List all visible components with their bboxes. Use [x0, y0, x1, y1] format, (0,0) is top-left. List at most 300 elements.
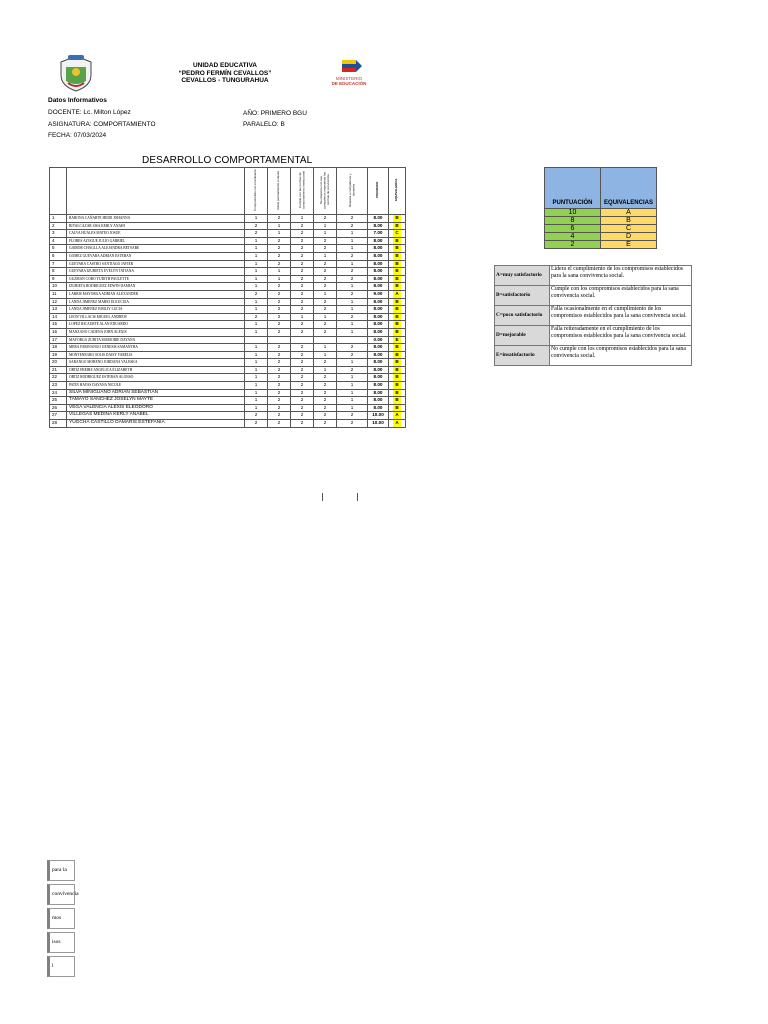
info-asignatura: ASIGNATURA: COMPORTAMIENTO	[48, 121, 156, 128]
criterion-score: 2	[337, 268, 368, 276]
criterion-score: 1	[245, 268, 268, 276]
criterion-score: 2	[268, 237, 291, 245]
equivalence-letter: B	[393, 390, 401, 397]
criterion-score: 2	[268, 313, 291, 321]
equivalence-row	[545, 217, 657, 225]
equivalence-row	[545, 241, 657, 249]
criterion-score: 2	[314, 215, 337, 223]
criterion-score: 1	[337, 382, 368, 390]
table-row	[50, 268, 406, 276]
equivalence-row	[545, 225, 657, 233]
criterion-score: 2	[245, 420, 268, 428]
table-row	[50, 359, 406, 367]
criterion-score: 1	[245, 237, 268, 245]
equivalence-cell	[389, 397, 406, 405]
average-score: 8.00	[368, 382, 389, 390]
student-name: LANDA JIMENEZ MARIO ELEUCUIA	[67, 298, 245, 306]
equivalence-letter: B	[393, 367, 401, 374]
equivalence-cell	[389, 222, 406, 230]
score-value: 10	[545, 209, 601, 217]
equivalence-table	[544, 167, 657, 249]
header-puntuacion: PUNTUACIÓN	[545, 168, 601, 209]
equivalence-letter: B	[393, 352, 401, 359]
criterion-score	[291, 336, 314, 344]
criterion-score: 1	[314, 351, 337, 359]
equivalence-letter: B	[393, 374, 401, 381]
average-score: 8.00	[368, 275, 389, 283]
criterion-score: 2	[268, 321, 291, 329]
equivalence-value: B	[601, 217, 657, 225]
description-row	[495, 326, 692, 346]
criterion-score: 2	[245, 222, 268, 230]
equivalence-letter: C	[393, 230, 401, 237]
criterion-score: 1	[337, 321, 368, 329]
table-row	[50, 313, 406, 321]
student-name: MERA FARINANGO GENESIS SAMANTHA	[67, 344, 245, 352]
row-number: 3	[50, 230, 67, 238]
equivalence-cell	[389, 313, 406, 321]
ministry-education-logo	[328, 58, 370, 90]
description-row	[495, 286, 692, 306]
criterion-score: 1	[314, 366, 337, 374]
criterion-score: 2	[337, 366, 368, 374]
table-row	[50, 351, 406, 359]
criterion-score: 2	[291, 298, 314, 306]
row-number: 2	[50, 222, 67, 230]
row-number: 14	[50, 313, 67, 321]
equivalence-cell	[389, 374, 406, 382]
info-fecha: FECHA: 07/03/2024	[48, 132, 107, 139]
criterion-score: 2	[291, 328, 314, 336]
criterion-score: 1	[337, 298, 368, 306]
criterion-score: 2	[245, 230, 268, 238]
table-title: DESARROLLO COMPORTAMENTAL	[142, 155, 313, 166]
student-name: GUZMAN CORO YUDITH PAULETTE	[67, 275, 245, 283]
criterion-score: 1	[245, 397, 268, 405]
equivalence-letter: B	[393, 382, 401, 389]
table-row	[50, 344, 406, 352]
criterion-score: 2	[245, 412, 268, 420]
row-number: 24	[50, 389, 67, 397]
criterion-score: 2	[314, 389, 337, 397]
header-criterion-1: Comprometido con el ambiente	[245, 168, 268, 215]
equivalence-letter: B	[393, 253, 401, 260]
criterion-score: 2	[245, 313, 268, 321]
average-score: 8.00	[368, 359, 389, 367]
score-value: 4	[545, 233, 601, 241]
row-number: 18	[50, 344, 67, 352]
criterion-score: 1	[245, 351, 268, 359]
average-score: 8.00	[368, 260, 389, 268]
header-equivalencias: EQUIVALENCIAS	[601, 168, 657, 209]
criterion-score: 1	[337, 260, 368, 268]
equivalence-cell	[389, 298, 406, 306]
equivalence-cell	[389, 252, 406, 260]
criterion-score: 1	[245, 275, 268, 283]
student-name: VILLEGAS MEDINA KERLY ANABEL	[67, 412, 245, 420]
criterion-score: 2	[268, 298, 291, 306]
descriptions-table	[494, 265, 692, 366]
row-number: 21	[50, 366, 67, 374]
criterion-score: 1	[245, 260, 268, 268]
criterion-score: 2	[291, 290, 314, 298]
row-number: 16	[50, 328, 67, 336]
equivalence-letter: B	[393, 276, 401, 283]
student-name: GUEVARA IZURIETA EVELYN TATIANA	[67, 268, 245, 276]
equivalence-value: D	[601, 233, 657, 241]
criterion-score: 2	[291, 389, 314, 397]
criterion-score: 1	[291, 313, 314, 321]
row-number: 9	[50, 275, 67, 283]
criterion-score: 1	[337, 359, 368, 367]
criterion-score: 2	[314, 420, 337, 428]
equivalence-letter: B	[393, 306, 401, 313]
student-name: ORTIZ RODRIGUEZ ESTEBAN ALONSO	[67, 374, 245, 382]
average-score: 8.00	[368, 237, 389, 245]
criterion-score: 2	[268, 420, 291, 428]
average-score: 10.00	[368, 412, 389, 420]
description-key: C=poco satisfactorio	[495, 306, 550, 326]
equivalence-letter: B	[393, 321, 401, 328]
equivalence-cell	[389, 215, 406, 223]
description-key: B=satisfactorio	[495, 286, 550, 306]
criterion-score: 1	[245, 404, 268, 412]
criterion-score: 2	[291, 245, 314, 253]
criterion-score: 1	[245, 359, 268, 367]
criterion-score: 2	[268, 328, 291, 336]
equivalence-cell	[389, 366, 406, 374]
average-score: 8.00	[368, 321, 389, 329]
criterion-score: 2	[291, 412, 314, 420]
criterion-score: 1	[337, 283, 368, 291]
criterion-score: 2	[291, 230, 314, 238]
average-score: 8.00	[368, 328, 389, 336]
table-row	[50, 412, 406, 420]
student-name: TAMAYO SANCHEZ JOSELYN MAYTE	[67, 397, 245, 405]
table-row	[50, 222, 406, 230]
student-name: SARANGO MORENO JORDANA VALESKA	[67, 359, 245, 367]
student-name: CALVA HUALES MATEO JOSUE	[67, 230, 245, 238]
average-score: 8.00	[368, 366, 389, 374]
info-docente: DOCENTE: Lc. Milton López	[48, 109, 131, 116]
criterion-score: 1	[337, 374, 368, 382]
criterion-score: 2	[337, 222, 368, 230]
row-number: 19	[50, 351, 67, 359]
school-name	[140, 62, 310, 85]
school-line-2: “PEDRO FERMÍN CEVALLOS”	[178, 69, 272, 77]
table-row	[50, 382, 406, 390]
description-row	[495, 266, 692, 286]
average-score: 8.00	[368, 306, 389, 314]
equivalence-cell	[389, 359, 406, 367]
criterion-score	[245, 336, 268, 344]
grades-table	[49, 167, 406, 428]
info-paralelo: PARALELO: B	[243, 121, 285, 128]
criterion-score	[314, 336, 337, 344]
criterion-score: 2	[291, 306, 314, 314]
equivalence-cell	[389, 336, 406, 344]
criterion-score: 1	[337, 404, 368, 412]
criterion-score	[337, 336, 368, 344]
criterion-score: 2	[291, 351, 314, 359]
description-text: Lidera el cumplimiento de los compromisos establecidos para la sana convivencia social.	[550, 266, 692, 286]
grades-header-row	[50, 168, 406, 215]
criterion-score: 1	[268, 275, 291, 283]
ministry-logo-text-2: DE EDUCACIÓN	[331, 81, 367, 86]
average-score: 8.00	[368, 374, 389, 382]
average-score: 8.00	[368, 222, 389, 230]
student-name: MANZANO CADENA JOHN ALEXIS	[67, 328, 245, 336]
student-name: FLORES AZOGUE JULIO GABRIEL	[67, 237, 245, 245]
row-number: 26	[50, 404, 67, 412]
header-criterion-5: Respeta a compañeros y docentes	[337, 168, 368, 215]
description-key: E=insatisfactorio	[495, 346, 550, 366]
average-score: 8.00	[368, 252, 389, 260]
fragment-2: convivencia	[47, 884, 75, 905]
student-name: VEGA VALENCIA ALEXIS ELEODORO	[67, 404, 245, 412]
table-row	[50, 283, 406, 291]
criterion-score: 2	[337, 351, 368, 359]
criterion-score: 1	[291, 215, 314, 223]
criterion-score: 2	[314, 268, 337, 276]
criterion-score: 2	[337, 275, 368, 283]
school-line-3: CEVALLOS - TUNGURAHUA	[181, 77, 269, 85]
table-row	[50, 366, 406, 374]
row-number: 5	[50, 245, 67, 253]
row-number: 11	[50, 290, 67, 298]
criterion-score: 1	[245, 306, 268, 314]
criterion-score: 2	[291, 420, 314, 428]
equivalence-cell	[389, 344, 406, 352]
row-number: 1	[50, 215, 67, 223]
equivalence-row	[545, 209, 657, 217]
criterion-score: 2	[314, 321, 337, 329]
equivalence-value: A	[601, 209, 657, 217]
cropped-fragments	[47, 860, 79, 980]
student-name: LANDA JIMENEZ EMILIY LUCIA	[67, 306, 245, 314]
criterion-score: 2	[268, 283, 291, 291]
criterion-score: 1	[245, 321, 268, 329]
student-name: BIVALCAZAR SISA KERLY ANAHI	[67, 222, 245, 230]
equivalence-letter: B	[393, 283, 401, 290]
student-name: SILVA MINIGUANO ADRIAN SEBASTIAN	[67, 389, 245, 397]
criterion-score: 2	[337, 420, 368, 428]
table-row	[50, 290, 406, 298]
criterion-score: 2	[314, 283, 337, 291]
equivalence-cell	[389, 389, 406, 397]
criterion-score: 2	[314, 237, 337, 245]
criterion-score: 2	[268, 412, 291, 420]
criterion-score: 1	[245, 382, 268, 390]
header-criterion-4: Se relaciona con sus compañeros respetando las normas de convivencia	[314, 168, 337, 215]
student-name: LEON VILLACIS MIGUEL ANDREW	[67, 313, 245, 321]
criterion-score: 2	[291, 321, 314, 329]
criterion-score: 1	[268, 268, 291, 276]
criterion-score: 2	[291, 374, 314, 382]
criterion-score: 2	[268, 245, 291, 253]
table-row	[50, 389, 406, 397]
student-name: BARONA CAÑARTE HEIDI JOHANNA	[67, 215, 245, 223]
school-crest-logo	[56, 53, 96, 93]
average-score: 0.00	[368, 336, 389, 344]
criterion-score: 2	[291, 222, 314, 230]
description-text: No cumple con los compromisos establecidos para la sana convivencia social.	[550, 346, 692, 366]
criterion-score: 1	[245, 252, 268, 260]
criterion-score: 2	[291, 275, 314, 283]
equivalence-letter: B	[393, 238, 401, 245]
header-criterion-3: Cumple con las normas de comportamiento institucional	[291, 168, 314, 215]
equivalence-cell	[389, 283, 406, 291]
criterion-score: 2	[268, 351, 291, 359]
criterion-score: 1	[314, 313, 337, 321]
table-row	[50, 245, 406, 253]
criterion-score: 1	[337, 230, 368, 238]
criterion-score: 1	[337, 237, 368, 245]
criterion-score: 1	[245, 298, 268, 306]
row-number: 20	[50, 359, 67, 367]
criterion-score: 1	[268, 222, 291, 230]
info-anio: AÑO: PRIMERO BGU	[243, 110, 307, 117]
equivalence-cell	[389, 268, 406, 276]
row-number: 13	[50, 306, 67, 314]
row-number: 6	[50, 252, 67, 260]
criterion-score: 2	[314, 359, 337, 367]
equivalence-cell	[389, 404, 406, 412]
table-row	[50, 298, 406, 306]
criterion-score: 2	[268, 215, 291, 223]
equivalence-cell	[389, 237, 406, 245]
criterion-score: 2	[314, 397, 337, 405]
criterion-score: 1	[245, 374, 268, 382]
criterion-score: 1	[245, 389, 268, 397]
score-value: 8	[545, 217, 601, 225]
row-number: 4	[50, 237, 67, 245]
criterion-score: 2	[314, 245, 337, 253]
fragment-4: isos	[47, 932, 75, 953]
criterion-score: 2	[314, 306, 337, 314]
average-score: 8.00	[368, 215, 389, 223]
ministry-logo-text-1: MINISTERIO	[335, 76, 363, 81]
criterion-score: 1	[337, 306, 368, 314]
average-score: 7.00	[368, 230, 389, 238]
criterion-score: 2	[314, 328, 337, 336]
average-score: 8.00	[368, 404, 389, 412]
student-name: GOMEZ GUEVARA ADRIAN ESTEBAN	[67, 252, 245, 260]
criterion-score: 1	[245, 344, 268, 352]
equivalence-row	[545, 233, 657, 241]
criterion-score: 2	[291, 252, 314, 260]
criterion-score: 2	[291, 397, 314, 405]
table-row	[50, 420, 406, 428]
criterion-score: 2	[337, 252, 368, 260]
criterion-score: 1	[268, 230, 291, 238]
equivalence-letter: B	[393, 261, 401, 268]
table-row	[50, 404, 406, 412]
row-number: 8	[50, 268, 67, 276]
criterion-score: 2	[291, 283, 314, 291]
info-heading: Datos Informativos	[48, 97, 107, 104]
average-score: 8.00	[368, 298, 389, 306]
equivalence-letter: B	[393, 215, 401, 222]
student-name: ORTIZ FREIRE ANGELICA ELIZABETH	[67, 366, 245, 374]
row-number: 15	[50, 321, 67, 329]
equivalence-letter: A	[393, 291, 401, 298]
table-row	[50, 252, 406, 260]
average-score: 8.00	[368, 397, 389, 405]
student-name: MONTENEGRO SOLIS DAISY YARELIS	[67, 351, 245, 359]
criterion-score: 2	[268, 382, 291, 390]
header-number	[50, 168, 67, 215]
criterion-score: 2	[291, 260, 314, 268]
criterion-score: 2	[291, 404, 314, 412]
criterion-score: 1	[337, 328, 368, 336]
criterion-score: 2	[268, 366, 291, 374]
equivalence-letter: B	[393, 344, 401, 351]
fragment-1: para la	[47, 860, 75, 881]
equivalence-letter: E	[393, 337, 401, 344]
grades-table-body	[50, 168, 406, 428]
description-text: Falla ocasionalmente en el cumplimiento de los compromisos establecidos para la sana convivencia social.	[550, 306, 692, 326]
equivalence-letter: B	[393, 397, 401, 404]
description-text: Cumple con los compromisos establecidos para la sana convivencia social.	[550, 286, 692, 306]
equivalence-cell	[389, 290, 406, 298]
table-row	[50, 321, 406, 329]
criterion-score: 1	[314, 230, 337, 238]
criterion-score: 2	[291, 237, 314, 245]
criterion-score: 2	[291, 359, 314, 367]
row-number: 23	[50, 382, 67, 390]
criterion-score: 1	[337, 397, 368, 405]
average-score: 10.00	[368, 420, 389, 428]
equivalence-cell	[389, 420, 406, 428]
description-row	[495, 346, 692, 366]
student-name: IZURIETA RODRIGUEZ EDWIN DAMIAN	[67, 283, 245, 291]
criterion-score: 2	[291, 344, 314, 352]
row-number: 27	[50, 412, 67, 420]
equivalence-cell	[389, 230, 406, 238]
criterion-score: 2	[337, 290, 368, 298]
average-score: 8.00	[368, 245, 389, 253]
equivalence-value: C	[601, 225, 657, 233]
table-row	[50, 237, 406, 245]
student-name: GUEVARA CASTRO SANTIAGO JAVIER	[67, 260, 245, 268]
table-row	[50, 230, 406, 238]
criterion-score: 2	[268, 344, 291, 352]
criterion-score: 2	[314, 404, 337, 412]
score-value: 6	[545, 225, 601, 233]
criterion-score: 2	[268, 252, 291, 260]
criterion-score: 2	[337, 344, 368, 352]
equivalence-cell	[389, 275, 406, 283]
description-key: A=muy satisfactorio	[495, 266, 550, 286]
average-score: 8.00	[368, 351, 389, 359]
row-number: 22	[50, 374, 67, 382]
equivalence-letter: B	[393, 329, 401, 336]
row-number: 7	[50, 260, 67, 268]
criterion-score: 1	[245, 215, 268, 223]
average-score: 8.00	[368, 344, 389, 352]
criterion-score	[268, 336, 291, 344]
criterion-score: 2	[291, 382, 314, 390]
criterion-score: 1	[337, 389, 368, 397]
equivalence-cell	[389, 328, 406, 336]
criterion-score: 1	[314, 222, 337, 230]
table-row	[50, 397, 406, 405]
criterion-score: 2	[314, 298, 337, 306]
criterion-score: 1	[245, 283, 268, 291]
fragment-5: l	[47, 956, 75, 977]
criterion-score: 2	[268, 397, 291, 405]
